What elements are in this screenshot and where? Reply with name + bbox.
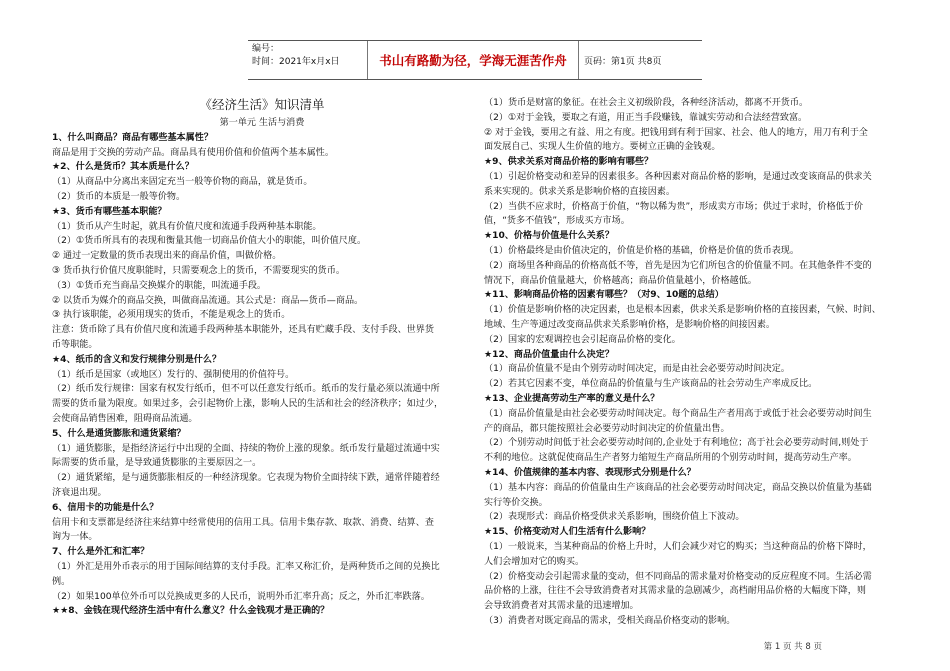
text-line: 币等职能。 (52, 339, 98, 350)
header-meta (248, 41, 368, 79)
text-line: ③ 货币执行价值尺度职能时，只需要观念上的货币，不需要现实的货币。 (52, 265, 345, 276)
question-heading: 7、什么是外汇和汇率？ (52, 547, 150, 558)
text-line: （2）若其它因素不变，单位商品的价值量与生产该商品的社会劳动生产率成反比。 (484, 379, 818, 390)
text-line: 际需要的货币量，是导致通货膨胀的主要原因之一。 (52, 458, 262, 469)
left-column (52, 96, 472, 619)
text-line: 需要的货币量为限度。如果过多，会引起物价上涨，影响人民的生活和社会的经济秩序；如过少， (52, 399, 444, 410)
question-heading: ★12、商品价值量由什么决定？ (484, 349, 614, 360)
text-line: （3）①货币充当商品交换媒介的职能，叫流通手段。 (52, 280, 267, 291)
header-motto: 书山有路勤为径，学海无涯苦作舟 (368, 41, 579, 79)
text-line: （1）商品价值量不是由个别劳动时间决定，而是由社会必要劳动时间决定。 (484, 364, 790, 375)
text-line: 信用卡和支票都是经济往来结算中经常使用的信用工具。信用卡集存款、取款、消费、结算、查 (52, 517, 434, 528)
text-line: （1）货币从产生时起，就具有价值尺度和流通手段两种基本职能。 (52, 221, 322, 232)
text-line: （2）当供不应求时，价格高于价值，“物以稀为贵”，形成卖方市场；供过于求时，价格低于价 (484, 201, 863, 212)
question-heading: ★15、价格变动对人们生活有什么影响？ (484, 527, 651, 538)
question-heading: ★13、企业提高劳动生产率的意义是什么？ (484, 393, 660, 404)
page-header (248, 40, 702, 80)
text-line: ③ 执行该职能，必须用现实的货币，不能是观念上的货币。 (52, 310, 291, 321)
document-title: 《经济生活》知识清单 (199, 97, 325, 112)
text-line: ② 通过一定数量的货币表现出来的商品价值，叫做价格。 (52, 251, 282, 262)
text-line: 会导致消费者对其需求量的迅速增加。 (484, 601, 639, 612)
text-line: 商品是用于交换的劳动产品。商品具有使用价值和价值两个基本属性。 (52, 147, 334, 158)
text-line: （2）如果100单位外币可以兑换成更多的人民币，说明外币汇率升高；反之，外币汇率跌落。 (52, 591, 430, 602)
text-line: （2）通货紧缩，是与通货膨胀相反的一种经济现象。它表现为物价全面持续下跌，通常伴随着经 (52, 473, 440, 484)
text-line: 产的商品，都只能按照社会必要劳动时间决定的价值量出售。 (484, 423, 730, 434)
text-line: （1）商品价值量是由社会必要劳动时间决定。每个商品生产者用高于或低于社会必要劳动时间生 (484, 408, 872, 419)
text-line: （2）价格变动会引起需求量的变动，但不同商品的需求量对价格变动的反应程度不同。生活必需 (484, 571, 872, 582)
text-line: （2）表现形式：商品价格受供求关系影响，围绕价值上下波动。 (484, 512, 745, 523)
question-heading: ★3、货币有哪些基本职能？ (52, 206, 167, 217)
text-line: ② 以货币为媒介的商品交换，叫做商品流通。其公式是：商品—货币—商品。 (52, 295, 364, 306)
document-number: 编号： (252, 44, 280, 54)
text-line: ② 对于金钱，要用之有益、用之有度。把钱用到有利于国家、社会、他人的地方，用刀有利于全 (484, 127, 868, 138)
text-line: （1）引起价格变动和差异的因素很多。各种因素对商品价格的影响，是通过改变该商品的供求关 (484, 171, 872, 182)
text-line: 情况下，商品价值量越大，价格越高；商品价值量越小，价格越低。 (484, 275, 757, 286)
text-line: 面发展自己、实现人生价值的地方。要树立正确的金钱观。 (484, 142, 721, 153)
text-line: （2）国家的宏观调控也会引起商品价格的变化。 (484, 334, 681, 345)
question-heading: ★2、什么是货币？其本质是什么？ (52, 162, 194, 173)
question-heading: ★11、影响商品价格的因素有哪些？（对9、10题的总结） (484, 290, 724, 301)
question-heading: 1、什么叫商品？商品有哪些基本属性？ (52, 132, 213, 143)
unit-heading: 第一单元 生活与消费 (219, 118, 305, 128)
text-line: （1）外汇是用外币表示的用于国际间结算的支付手段。汇率又称汇价，是两种货币之间的兑换比 (52, 561, 440, 572)
text-line: 不利的地位。这就促使商品生产者努力缩短生产商品所用的个别劳动时间，提高劳动生产率。 (484, 453, 857, 464)
text-line: （2）商场里各种商品的价格高低不等，首先是因为它们所包含的价值量不同。在其他条件不变的 (484, 260, 872, 271)
text-line: （2）纸币发行规律：国家有权发行纸币，但不可以任意发行纸币。纸币的发行量必须以流通中所 (52, 384, 440, 395)
header-page-number: 页码：第1页 共8页 (584, 56, 662, 67)
text-line: （1）一般说来，当某种商品的价格上升时，人们会减少对它的购买；当这种商品的价格下降时， (484, 541, 872, 552)
text-line: 品价格的上涨，往往不会导致消费者对其需求量的急剧减少，高档耐用品价格的大幅度下降，则 (484, 586, 866, 597)
text-line: （1）货币是财富的象征。在社会主义初级阶段，各种经济活动，都离不开货币。 (484, 98, 809, 108)
text-line: 询为一体。 (52, 532, 98, 543)
text-line: （1）从商品中分离出来固定充当一般等价物的商品，就是货币。 (52, 177, 313, 188)
text-line: 值，“货多不值钱”，形成买方市场。 (484, 216, 630, 227)
text-line: （1）纸币是国家（或地区）发行的、强制使用的价值符号。 (52, 369, 295, 380)
question-heading: ★10、价格与价值是什么关系？ (484, 231, 614, 242)
text-line: 注意：货币除了具有价值尺度和流通手段两种基本职能外，还具有贮藏手段、支付手段、世界货 (52, 325, 434, 336)
text-line: 济衰退出现。 (52, 487, 107, 498)
text-line: （1）价格最终是由价值决定的，价值是价格的基础，价格是价值的货币表现。 (484, 245, 799, 256)
document-time: 时间：2021年x月x日 (252, 57, 340, 67)
question-heading: ★9、供求关系对商品价格的影响有哪些？ (484, 157, 654, 168)
text-line: （1）基本内容：商品的价值量由生产该商品的社会必要劳动时间决定，商品交换以价值量为基础 (484, 482, 872, 493)
question-heading: ★14、价值规律的基本内容、表现形式分别是什么？ (484, 467, 696, 478)
text-line: （2）货币的本质是一般等价物。 (52, 191, 186, 202)
right-column (484, 96, 904, 629)
text-line: （3）消费者对既定商品的需求，受相关商品价格变动的影响。 (484, 615, 736, 626)
text-line: 地域、生产等通过改变商品供求关系影响价格，是影响价格的间接因素。 (484, 319, 776, 330)
text-line: （1）价值是影响价格的决定因素，也是根本因素，供求关系是影响价格的直接因素，气候、时间、 (484, 305, 881, 316)
text-line: （1）通货膨胀，是指经济运行中出现的全面、持续的物价上涨的现象。纸币发行量超过流通中实 (52, 443, 440, 454)
text-line: （2）①货币所具有的表现和衡量其他一切商品价值大小的职能，叫价值尺度。 (52, 236, 367, 247)
question-heading: ★★8、金钱在现代经济生活中有什么意义？什么金钱观才是正确的？ (52, 606, 330, 617)
question-heading: 6、信用卡的功能是什么？ (52, 502, 159, 513)
text-line: 人们会增加对它的购买。 (484, 556, 585, 567)
page-footer: 第 1 页 共 8 页 (763, 642, 822, 652)
text-line: （2）个别劳动时间低于社会必要劳动时间的,企业处于有利地位；高于社会必要劳动时间,则处于 (484, 438, 869, 449)
text-line: 实行等价交换。 (484, 497, 548, 508)
text-line: （2）①对于金钱，要取之有道，用正当手段赚钱，靠诚实劳动和合法经营致富。 (484, 112, 808, 123)
question-heading: 5、什么是通货膨胀和通货紧缩？ (52, 428, 186, 439)
question-heading: ★4、纸币的含义和发行规律分别是什么？ (52, 354, 222, 365)
text-line: 会使商品销售困难，阻碍商品流通。 (52, 413, 198, 424)
text-line: 例。 (52, 576, 71, 587)
text-line: 系来实现的。供求关系是影响价格的直接因素。 (484, 186, 675, 197)
